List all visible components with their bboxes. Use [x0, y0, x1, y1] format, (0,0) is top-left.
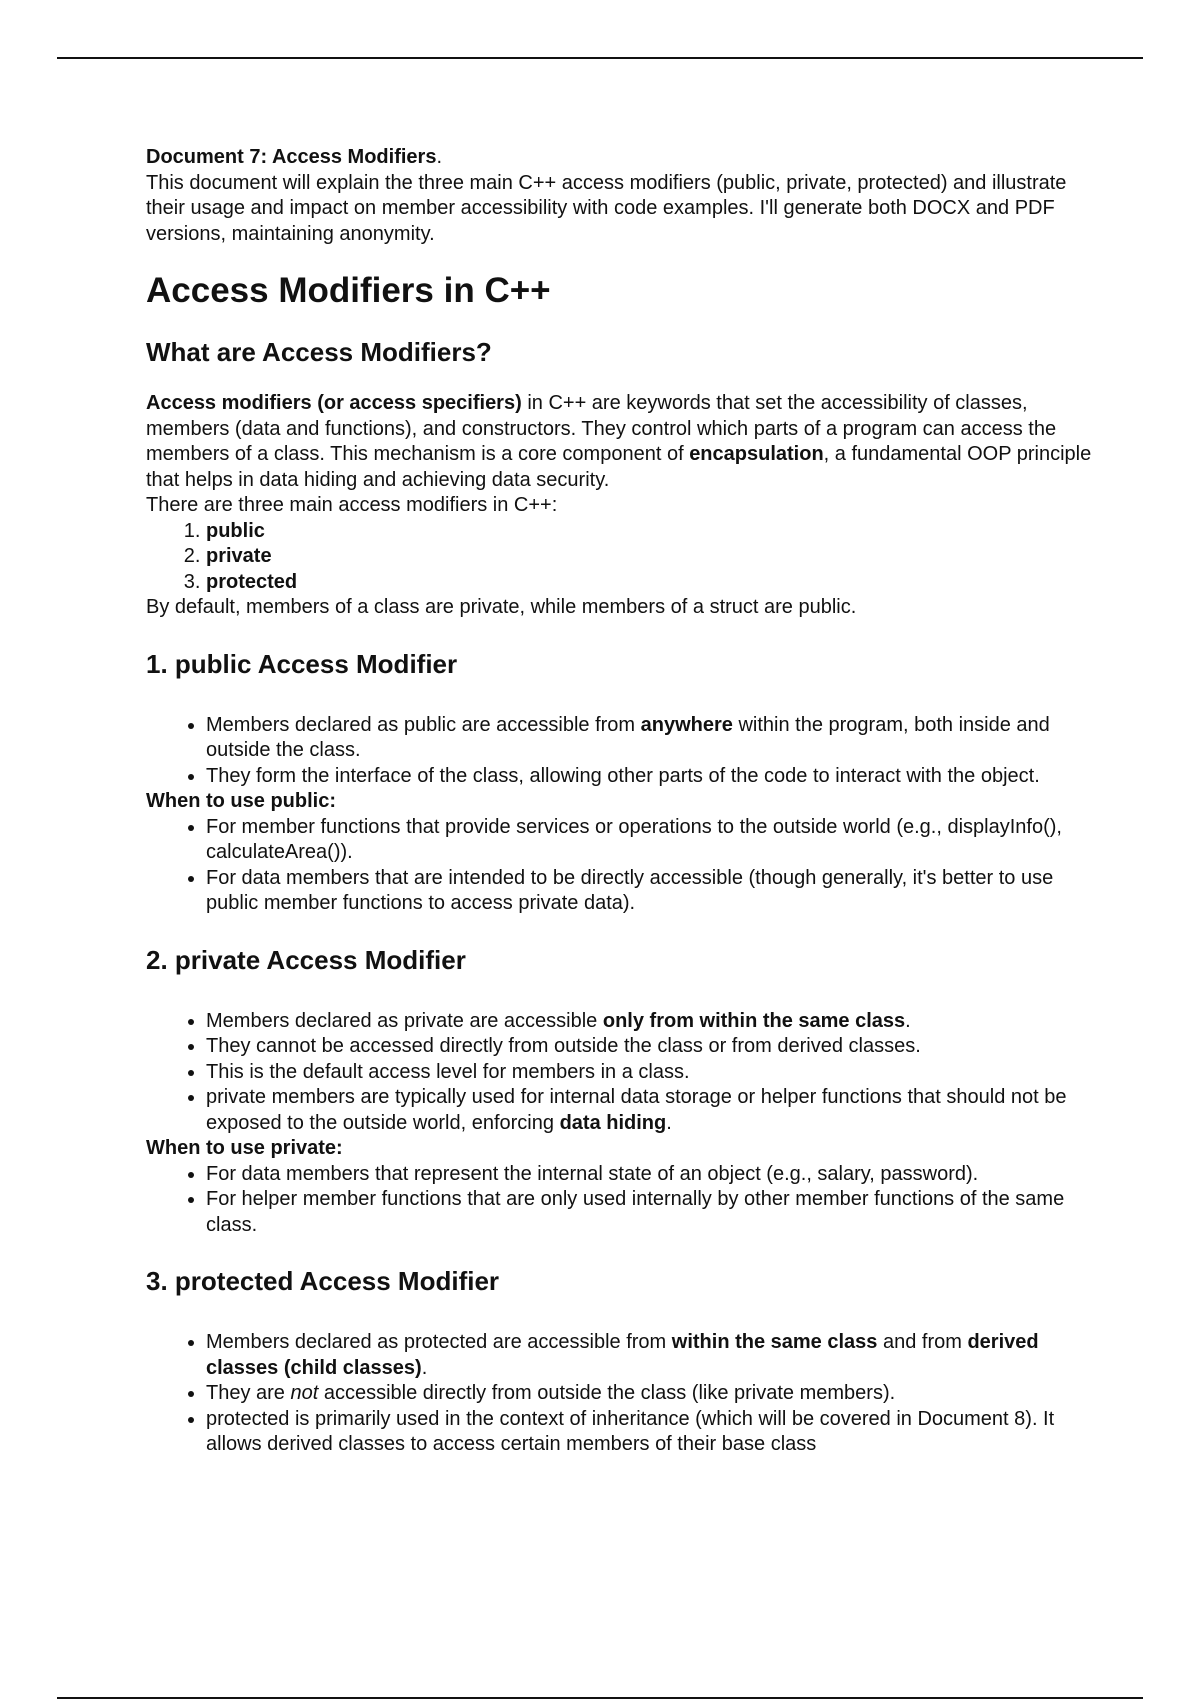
- bold-text: only from within the same class: [602, 1009, 906, 1032]
- top-rule: [57, 57, 1143, 59]
- protected-bullets: [146, 1330, 1096, 1458]
- list-item: • For helper member functions that are only used internally by other member functions of the same class.: [206, 1187, 1096, 1238]
- text: Members declared as public are accessible from: [206, 713, 641, 736]
- text: They are: [206, 1382, 291, 1404]
- list-item: [206, 544, 1096, 570]
- list-item: [206, 1009, 1096, 1035]
- list-item: • They form the interface of the class, allowing other parts of the code to interact with the object.: [206, 764, 1096, 790]
- bold-text: anywhere: [640, 713, 733, 736]
- italic-text: not: [290, 1382, 319, 1404]
- public-when-label: When to use public:: [146, 790, 336, 812]
- document-body: [146, 145, 1096, 1458]
- what-text-2: , a fundamental OOP principle that helps in data hiding and achieving data security.: [146, 443, 1092, 491]
- private-bullets: [146, 1009, 1096, 1137]
- list-item: [206, 1330, 1096, 1381]
- list-item: [206, 713, 1096, 764]
- section-heading-protected: 3. protected Access Modifier: [146, 1266, 500, 1296]
- section-heading-private: 2. private Access Modifier: [146, 944, 466, 975]
- text: Members declared as private are accessible: [206, 1009, 603, 1032]
- list-item: [206, 1085, 1096, 1136]
- list-item-label: protected: [206, 570, 298, 593]
- text: .: [905, 1009, 911, 1032]
- doc-title: Document 7: Access Modifiers: [146, 146, 437, 168]
- what-text: in C++ are keywords that set the accessibility of classes, members (data and functions), and constructors. They control which parts of a program can access the members of a class. This mechanism is a core component of: [146, 392, 1057, 465]
- private-when-bullets: [146, 1162, 1096, 1239]
- doc-title-suffix: .: [436, 146, 443, 168]
- text: Members declared as protected are accessible from: [206, 1331, 672, 1353]
- what-bold-term: Access modifiers (or access specifiers): [146, 392, 522, 414]
- what-paragraph-2: There are three main access modifiers in C++:: [146, 494, 558, 516]
- list-item: • protected is primarily used in the context of inheritance (which will be covered in Document 8). It allows derived classes to access certain members of their base class: [206, 1407, 1096, 1458]
- list-item: • This is the default access level for members in a class.: [206, 1060, 1096, 1086]
- intro-text: This document will explain the three main C++ access modifiers (public, private, protected) and illustrate their usage and impact on member accessibility with code examples. I'll generate both DOCX and PDF versions, maintaining anonymity.: [146, 171, 1067, 245]
- list-item: • For member functions that provide services or operations to the outside world (e.g., displayInfo(), calculateArea()).: [206, 815, 1096, 866]
- bottom-rule: [57, 1697, 1143, 1699]
- public-bullets: [146, 713, 1096, 790]
- bold-text: derived classes (child classes): [206, 1331, 1039, 1379]
- section-heading-what: What are Access Modifiers?: [146, 337, 492, 367]
- page-title: Access Modifiers in C++: [146, 271, 551, 310]
- bold-text: within the same class: [671, 1331, 878, 1353]
- list-item: • They cannot be accessed directly from outside the class or from derived classes.: [206, 1034, 1096, 1060]
- bold-text: data hiding: [559, 1111, 667, 1134]
- text: .: [421, 1356, 428, 1379]
- list-item: [206, 519, 1096, 545]
- list-item: [206, 570, 1096, 596]
- text: .: [666, 1111, 672, 1134]
- what-bold-encapsulation: encapsulation: [689, 443, 824, 465]
- modifier-list: [146, 519, 1096, 596]
- list-item-label: private: [206, 545, 272, 567]
- section-heading-public: 1. public Access Modifier: [146, 648, 458, 679]
- text: and from: [877, 1331, 968, 1353]
- list-item-label: public: [206, 519, 265, 542]
- list-item: • For data members that represent the internal state of an object (e.g., salary, password).: [206, 1162, 1096, 1188]
- text: accessible directly from outside the class (like private members).: [318, 1382, 896, 1404]
- list-item: [206, 1381, 1096, 1407]
- text: within the program, both inside and outside the class.: [206, 713, 1050, 761]
- text: private members are typically used for internal data storage or helper functions that should not be exposed to the outside world, enforcing: [206, 1086, 1067, 1134]
- private-when-label: When to use private:: [146, 1137, 343, 1159]
- public-when-bullets: [146, 815, 1096, 917]
- what-paragraph: [146, 391, 1096, 493]
- what-paragraph-3: By default, members of a class are private, while members of a struct are public.: [146, 596, 857, 618]
- list-item: • For data members that are intended to be directly accessible (though generally, it's better to use public member functions to access private data).: [206, 866, 1096, 917]
- intro-title: [146, 145, 1096, 171]
